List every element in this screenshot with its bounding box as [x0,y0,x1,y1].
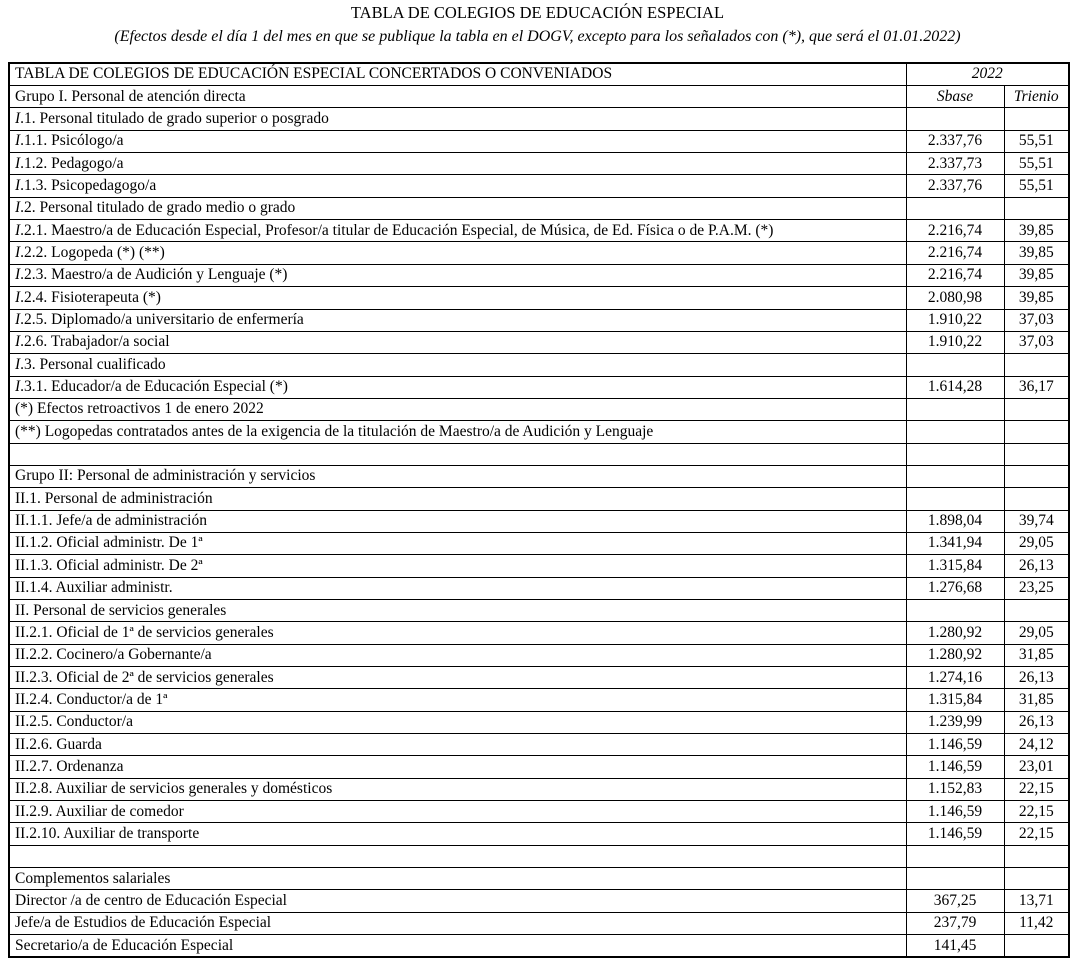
sbase-value-cell: 1.152,83 [906,778,1004,800]
sbase-value-cell [906,845,1004,867]
trienio-value-cell: 31,85 [1004,644,1069,666]
table-row [9,890,1069,912]
sbase-value-cell: 1.341,94 [906,532,1004,554]
row-label-italic-prefix: I [15,199,21,217]
sbase-value-cell: 141,45 [906,935,1004,958]
trienio-value-cell: 22,15 [1004,823,1069,845]
sbase-value-cell: 1.276,68 [906,577,1004,599]
row-label-cell: II. Personal de servicios generales [9,599,906,621]
sbase-value-cell: 1.280,92 [906,644,1004,666]
row-label-cell: II.2.8. Auxiliar de servicios generales y domésticos [9,778,906,800]
sbase-value-cell: 1.898,04 [906,510,1004,532]
trienio-value-cell: 26,13 [1004,667,1069,689]
table-row [9,242,1069,264]
row-label-cell: I.2.5. Diplomado/a universitario de enfermería [9,309,906,331]
trienio-value-cell: 55,51 [1004,175,1069,197]
table-header-year: 2022 [906,63,1069,86]
row-label-cell: II.1.3. Oficial administr. De 2ª [9,555,906,577]
table-row [9,488,1069,510]
sbase-value-cell: 2.337,73 [906,153,1004,175]
table-row [9,689,1069,711]
row-label-italic-prefix: I [15,333,21,351]
sbase-value-cell: 237,79 [906,912,1004,934]
row-label-cell: II.1. Personal de administración [9,488,906,510]
trienio-value-cell [1004,354,1069,376]
sbase-value-cell [906,599,1004,621]
sbase-value-cell: 1.910,22 [906,309,1004,331]
sbase-value-cell [906,197,1004,219]
trienio-value-cell: 31,85 [1004,689,1069,711]
row-label-cell: (*) Efectos retroactivos 1 de enero 2022 [9,398,906,420]
row-label-italic-prefix: I [15,221,21,239]
sbase-value-cell: 2.216,74 [906,220,1004,242]
row-label-cell: II.2.5. Conductor/a [9,711,906,733]
sbase-value-cell [906,398,1004,420]
trienio-value-cell: 23,25 [1004,577,1069,599]
trienio-value-cell: 11,42 [1004,912,1069,934]
sbase-value-cell: 1.614,28 [906,376,1004,398]
table-row [9,577,1069,599]
trienio-value-cell [1004,421,1069,443]
trienio-value-cell: 29,05 [1004,622,1069,644]
table-header-row [9,63,1069,86]
sbase-value-cell: 1.239,99 [906,711,1004,733]
trienio-value-cell: 39,85 [1004,242,1069,264]
row-label-cell: I.2.2. Logopeda (*) (**) [9,242,906,264]
table-row [9,153,1069,175]
trienio-value-cell [1004,443,1069,465]
table-columns-row [9,86,1069,108]
table-row [9,398,1069,420]
row-label-italic-prefix: I [15,109,21,127]
row-label-cell: II.1.2. Oficial administr. De 1ª [9,532,906,554]
row-label-italic-prefix: I [15,288,21,306]
trienio-value-cell: 39,74 [1004,510,1069,532]
table-row [9,465,1069,487]
table-row [9,108,1069,130]
trienio-value-cell: 39,85 [1004,287,1069,309]
table-row [9,599,1069,621]
sbase-value-cell [906,443,1004,465]
row-label-cell: I.2.1. Maestro/a de Educación Especial, Profesor/a titular de Educación Especial, de Música, de Ed. Física o de P.A.M. (*) [9,220,906,242]
row-label-cell: I.2.3. Maestro/a de Audición y Lenguaje (*) [9,264,906,286]
row-label-cell [9,845,906,867]
trienio-value-cell: 37,03 [1004,309,1069,331]
sbase-value-cell: 1.146,59 [906,734,1004,756]
row-label-cell: I.2.4. Fisioterapeuta (*) [9,287,906,309]
row-label-cell: II.2.1. Oficial de 1ª de servicios generales [9,622,906,644]
document-title: TABLA DE COLEGIOS DE EDUCACIÓN ESPECIAL [350,3,725,22]
trienio-value-cell: 36,17 [1004,376,1069,398]
row-label-cell: I.3. Personal cualificado [9,354,906,376]
table-row [9,622,1069,644]
sbase-value-cell [906,465,1004,487]
row-label-cell: Director /a de centro de Educación Especial [9,890,906,912]
row-label-cell: I.2.6. Trabajador/a social [9,331,906,353]
trienio-value-cell [1004,108,1069,130]
trienio-value-cell [1004,935,1069,958]
trienio-value-cell [1004,197,1069,219]
row-label-cell: I.1. Personal titulado de grado superior o posgrado [9,108,906,130]
table-row [9,667,1069,689]
row-label-cell: Complementos salariales [9,868,906,890]
trienio-value-cell: 29,05 [1004,532,1069,554]
sbase-value-cell: 1.274,16 [906,667,1004,689]
table-header-title: TABLA DE COLEGIOS DE EDUCACIÓN ESPECIAL CONCERTADOS O CONVENIADOS [9,63,906,86]
row-label-cell: II.2.10. Auxiliar de transporte [9,823,906,845]
table-body [9,108,1069,958]
row-label-cell: II.2.2. Cocinero/a Gobernante/a [9,644,906,666]
row-label-cell: II.2.6. Guarda [9,734,906,756]
sbase-value-cell: 1.146,59 [906,756,1004,778]
trienio-value-cell: 55,51 [1004,130,1069,152]
table-row [9,734,1069,756]
table-row [9,421,1069,443]
table-row [9,197,1069,219]
trienio-value-cell [1004,845,1069,867]
group1-label: Grupo I. Personal de atención directa [9,86,906,108]
table-row [9,845,1069,867]
row-label-italic-prefix: I [15,154,21,172]
table-row [9,868,1069,890]
table-row [9,711,1069,733]
trienio-value-cell: 22,15 [1004,778,1069,800]
row-label-cell: I.1.2. Pedagogo/a [9,153,906,175]
row-label-cell: Secretario/a de Educación Especial [9,935,906,958]
sbase-value-cell: 367,25 [906,890,1004,912]
row-label-italic-prefix: I [15,244,21,262]
table-row [9,801,1069,823]
row-label-italic-prefix: I [15,311,21,329]
table-row [9,443,1069,465]
trienio-value-cell [1004,868,1069,890]
column-header-trienio: Trienio [1004,86,1069,108]
sbase-value-cell: 1.910,22 [906,331,1004,353]
row-label-cell: II.2.9. Auxiliar de comedor [9,801,906,823]
table-row [9,130,1069,152]
table-row [9,309,1069,331]
sbase-value-cell [906,354,1004,376]
table-row [9,644,1069,666]
sbase-value-cell: 1.146,59 [906,823,1004,845]
row-label-italic-prefix: I [15,266,21,284]
trienio-value-cell [1004,398,1069,420]
sbase-value-cell: 1.315,84 [906,689,1004,711]
sbase-value-cell [906,488,1004,510]
table-row [9,935,1069,958]
trienio-value-cell: 23,01 [1004,756,1069,778]
trienio-value-cell [1004,465,1069,487]
trienio-value-cell: 24,12 [1004,734,1069,756]
table-row [9,778,1069,800]
table-row [9,264,1069,286]
document-subtitle: (Efectos desde el día 1 del mes en que se publique la tabla en el DOGV, excepto para los señalados con (*), que será el 01.01.2022) [114,28,961,46]
sbase-value-cell: 1.315,84 [906,555,1004,577]
row-label-cell [9,443,906,465]
row-label-italic-prefix: I [15,132,21,150]
table-row [9,354,1069,376]
row-label-cell: II.1.1. Jefe/a de administración [9,510,906,532]
table-row [9,376,1069,398]
row-label-cell: I.1.1. Psicólogo/a [9,130,906,152]
table-row [9,331,1069,353]
row-label-cell: I.3.1. Educador/a de Educación Especial (*) [9,376,906,398]
table-row [9,220,1069,242]
table-row [9,555,1069,577]
column-header-sbase: Sbase [906,86,1004,108]
table-row [9,756,1069,778]
sbase-value-cell: 1.146,59 [906,801,1004,823]
trienio-value-cell: 39,85 [1004,264,1069,286]
row-label-cell: (**) Logopedas contratados antes de la exigencia de la titulación de Maestro/a de Audición y Lenguaje [9,421,906,443]
row-label-cell: Grupo II: Personal de administración y servicios [9,465,906,487]
trienio-value-cell [1004,599,1069,621]
row-label-cell: I.2. Personal titulado de grado medio o grado [9,197,906,219]
trienio-value-cell: 26,13 [1004,711,1069,733]
trienio-value-cell: 13,71 [1004,890,1069,912]
row-label-cell: II.2.7. Ordenanza [9,756,906,778]
sbase-value-cell [906,421,1004,443]
row-label-italic-prefix: I [15,378,21,396]
trienio-value-cell: 37,03 [1004,331,1069,353]
row-label-cell: II.2.4. Conductor/a de 1ª [9,689,906,711]
sbase-value-cell: 2.216,74 [906,242,1004,264]
sbase-value-cell: 2.080,98 [906,287,1004,309]
trienio-value-cell: 22,15 [1004,801,1069,823]
sbase-value-cell: 2.216,74 [906,264,1004,286]
trienio-value-cell [1004,488,1069,510]
trienio-value-cell: 55,51 [1004,153,1069,175]
row-label-cell: Jefe/a de Estudios de Educación Especial [9,912,906,934]
table-row [9,912,1069,934]
trienio-value-cell: 26,13 [1004,555,1069,577]
salary-table [8,62,1070,959]
table-row [9,287,1069,309]
sbase-value-cell: 2.337,76 [906,175,1004,197]
table-row [9,510,1069,532]
row-label-italic-prefix: I [15,176,21,194]
table-row [9,823,1069,845]
table-row [9,175,1069,197]
row-label-cell: II.1.4. Auxiliar administr. [9,577,906,599]
sbase-value-cell [906,868,1004,890]
row-label-cell: II.2.3. Oficial de 2ª de servicios generales [9,667,906,689]
sbase-value-cell [906,108,1004,130]
sbase-value-cell: 1.280,92 [906,622,1004,644]
row-label-cell: I.1.3. Psicopedagogo/a [9,175,906,197]
trienio-value-cell: 39,85 [1004,220,1069,242]
row-label-italic-prefix: I [15,355,21,373]
sbase-value-cell: 2.337,76 [906,130,1004,152]
table-row [9,532,1069,554]
